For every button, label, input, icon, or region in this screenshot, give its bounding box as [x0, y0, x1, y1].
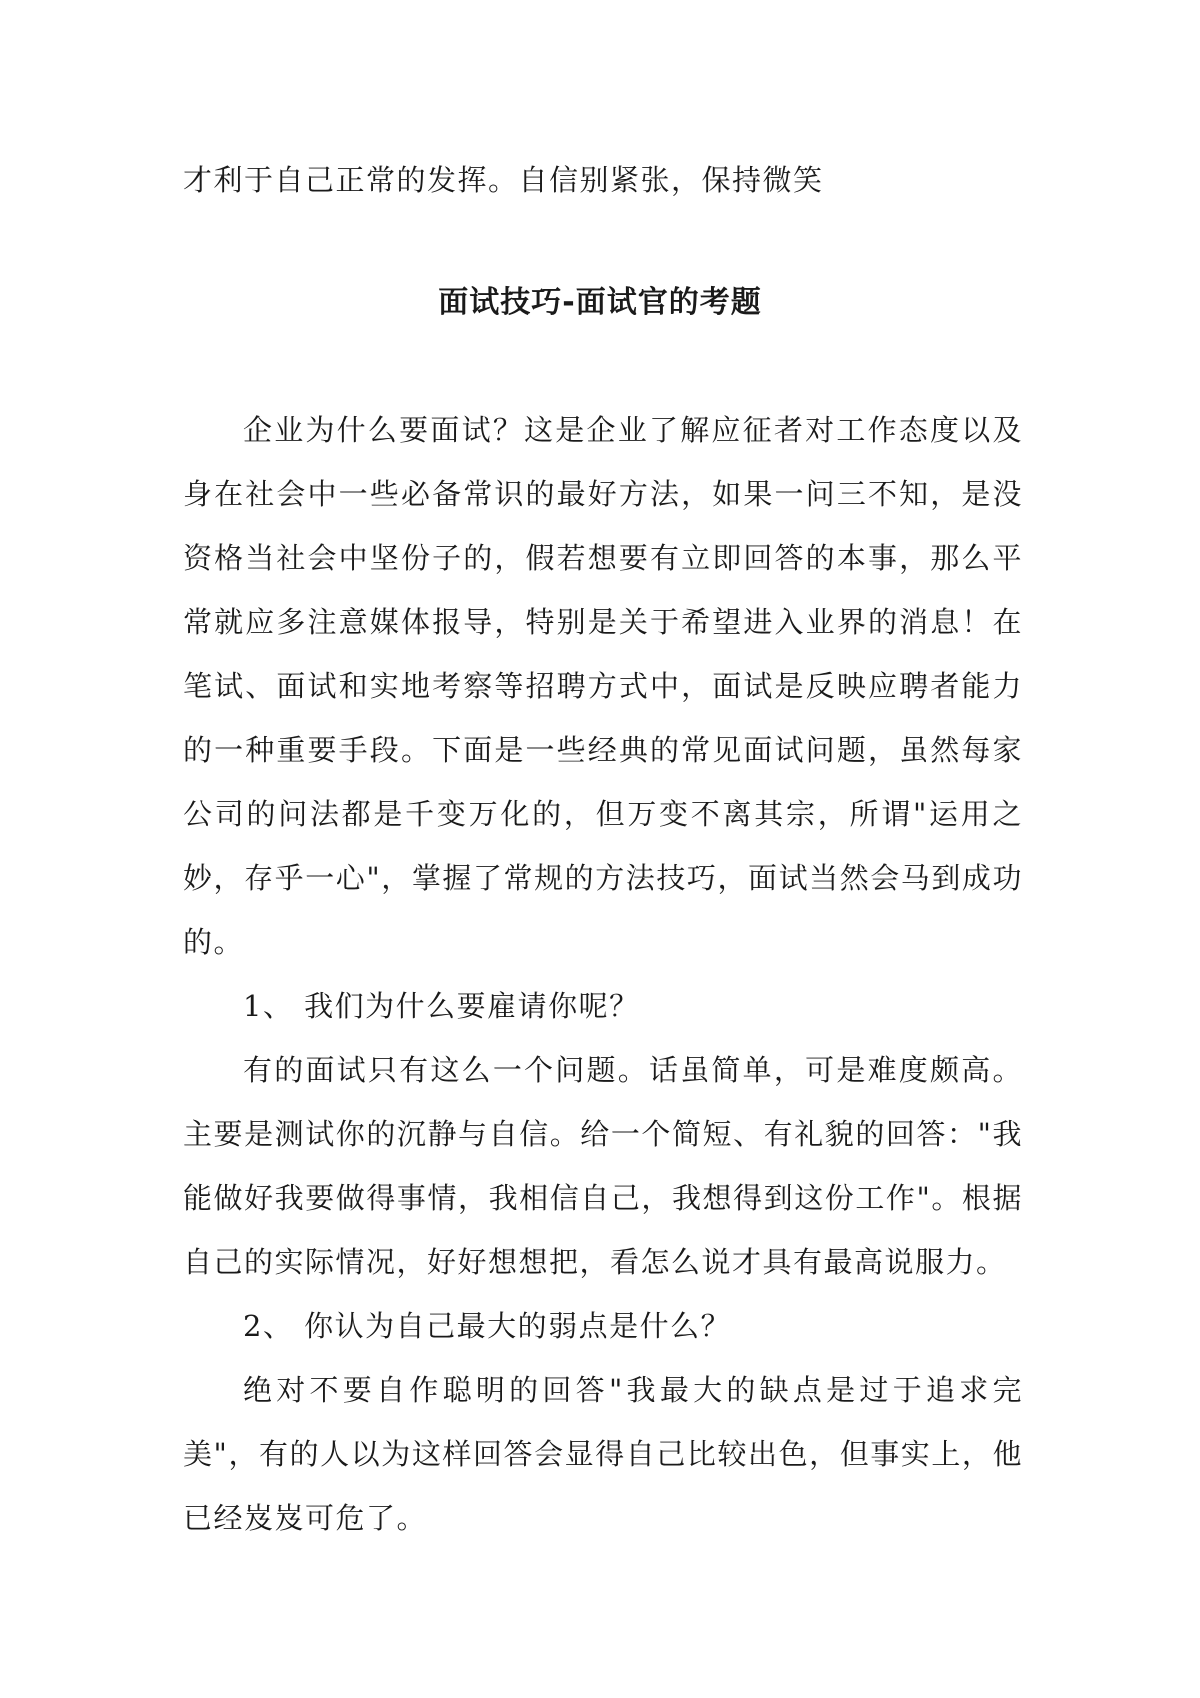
question-1: 1、 我们为什么要雇请你呢？ [243, 989, 640, 1023]
paragraph-intro: 企业为什么要面试？这是企业了解应征者对工作态度以及身在社会中一些必备常识的最好方法，如果一问三不知，是没资格当社会中坚份子的，假若想要有立即回答的本事，那么平常就应多注意媒体报导，特别是关于希望进入业界的消息！在笔试、面试和实地考察等招聘方式中，面试是反映应聘者能力的一种重要手段。下面是一些经典的常见面试问题，虽然每家公司的问法都是千变万化的，但万变不离其宗，所谓"运用之妙，存乎一心"，掌握了常规的方法技巧，面试当然会马到成功的。 [183, 413, 1023, 959]
continuation-line: 才利于自己正常的发挥。自信别紧张，保持微笑 [183, 163, 824, 197]
answer-2: 绝对不要自作聪明的回答"我最大的缺点是过于追求完美"，有的人以为这样回答会显得自己比较出色，但事实上，他已经岌岌可危了。 [183, 1373, 1023, 1535]
question-2: 2、 你认为自己最大的弱点是什么？ [243, 1309, 732, 1343]
section-heading: 面试技巧-面试官的考题 [438, 285, 762, 320]
answer-1: 有的面试只有这么一个问题。话虽简单，可是难度颇高。主要是测试你的沉静与自信。给一个简短、有礼貌的回答："我能做好我要做得事情，我相信自己，我想得到这份工作"。根据自己的实际情况，好好想想把，看怎么说才具有最高说服力。 [183, 1053, 1023, 1279]
body-text [183, 398, 1023, 1550]
